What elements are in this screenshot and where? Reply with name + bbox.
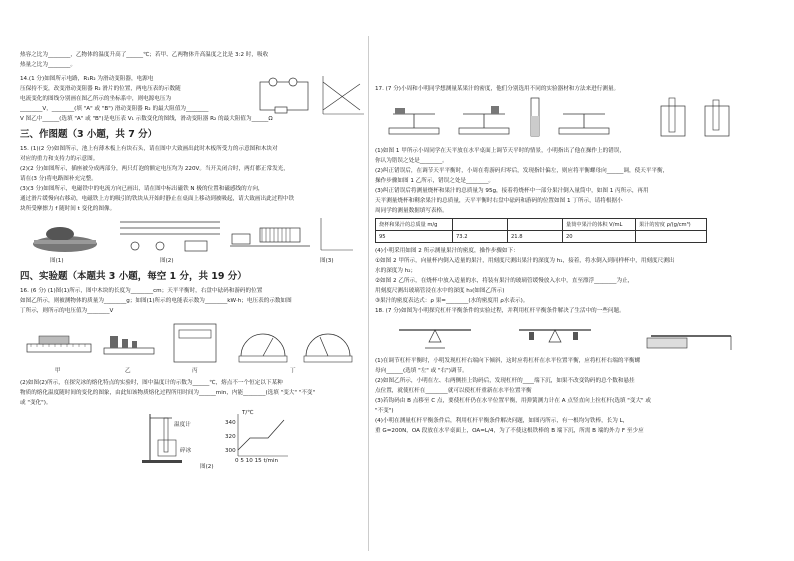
text-line: 14.(1 分)如图所示电路，R₁R₂ 为滑动变阻器，电源电 [20,76,154,82]
q18-lever-figure-a [395,320,475,354]
q17-data-table [375,218,707,243]
q18-lever-figures [375,318,760,354]
column-divider [368,36,369,551]
ice-label: 碎冰 [180,448,192,454]
text-line: 天平测量烧杯和剩余果汁的总质量，天平平衡时右盘中砝码和游码的位置如图 1 丁所示，请将根据小 [375,198,623,204]
q16-energy-meter-figure [170,322,220,366]
text-line: (4)小明采用如图 2 所示测量果汁的密度，操作步骤如下： [375,248,519,254]
question-18-text [375,356,760,436]
q16-balance-weights-figure [100,326,160,366]
text-line: (3)若钩码由 B 点移至 C 点，要使杠杆仍在水平位置平衡，用弹簧测力计在 A 点竖直向上拉杠杆(选填 "变大" 或 [375,398,651,404]
text-line: (1)如图 1 甲所示小周同学在天平放在水平桌面上调节天平时的情景，小明指出了他在操作上的错误， [375,148,625,154]
text-line: 物质的熔化温度随时间的变化的图象，由此知该物质熔化过程所用时间为______min，内能________(选填 "变大" "不变" [20,390,316,396]
text-line: ②如图 2 乙所示，在烧杯中放入适量的水，将装有果汁的玻璃管缓慢放入水中，直至漂浮________为止， [375,278,634,284]
table-header-cell: 果汁的密度 ρ/(g/cm³) [636,219,707,231]
q17-beaker-tube-figure [655,96,745,140]
text-line: (2)如图乙所示，小明在左、右两侧挂上钩码后，发现杠杆的____端下沉，如果不改变钩码的总个数和悬挂 [375,378,635,384]
text-line: 15. (1)(2 分)如图所示，池上有薄木板上有块石头，请在图中大致画出此时木板所受力的示意图和木块对 [20,146,278,152]
text-line: 你认为错误之处是________。 [375,158,448,164]
text-line: 块所受摩擦力 f 随时间 t 变化的图像。 [20,206,116,212]
question-18 [375,306,760,316]
q16-melting-figures [20,410,365,470]
text-line: (3)纠正错误后将测量烧杯和果汁的总质量为 95g，接着将烧杯中一部分果汁倒入量筒中，如图 1 丙所示，再用 [375,188,649,194]
text-line: (3)(3 分)如图所示，电磁铁中的电流方向已画出，请在图中标出磁铁 N 极的位置和磁感线的方向， [20,186,264,192]
text-line: 16. (6 分) (1)图(1)所示，图中木块的长度为________cm；天平平衡时，右盘中砝码和游码的位置 [20,288,263,294]
table-cell: 21.8 [508,231,563,243]
figure-caption: 图(1) [50,258,64,264]
text-line: 丁所示，则所示的电压值为________V [20,308,114,314]
text-line: (4)小明在测量杠杆平衡条件后，利用杠杆平衡条件解决问题，如图丙所示，有一根均匀铁棒，长为 L， [375,418,629,424]
q16-figures [20,318,365,376]
text-line: (2)如图(2)所示，在探究冰的熔化特点的实验时，图中温度计的示数为______℃，熔点不一个恒定以下某种 [20,380,283,386]
q17-balance-figure-b [455,100,515,140]
text-line: V 图乙中______(选填 "A" 或 "B")是电压表 V₁ 示数变化的图线，滑动变阻器 R₂ 的最大阻值为______Ω [20,116,273,122]
text-line: 热容之比为________，乙物体的温度升高了______℃；若甲、乙两物体升高温度之比是 3:2 时，吸收 [20,52,269,58]
text-line: 对应的重力和支持力的示意图。 [20,156,99,162]
q16-voltmeter-figure-b [300,322,355,366]
table-cell: 20 [563,231,636,243]
text-line: ________V，________(填 "A" 或 "B") 滑动变阻器 R₂ 的最大阻值为________ [20,106,209,112]
question-15 [20,144,365,214]
text-line: 点位置，就使杠杆在________就可以使杠杆重新在水平位置平衡 [375,388,532,394]
figure-caption: 甲 [55,368,61,374]
table-header-cell [508,219,563,231]
q17-balance-figure-a [385,100,445,140]
q15-board-stone-figure [30,216,100,256]
q14-circuit-figure [255,76,315,116]
text-line: (2)纠正错误后，在调节天平平衡时，小周在将游码归零后，发现指针偏左，则应将平衡螺母向______调，使天平平衡， [375,168,669,174]
q15-socket-circuit-figure [115,216,225,256]
text-line: 压保持不变，改变滑动变阻器 R₂ 滑片的位置，两电压表的示数随 [20,86,181,92]
q15-figures [20,216,365,266]
text-line: 用刻度尺测出玻璃管浸在水中的深度 h₃(如图乙所示) [375,288,505,294]
q16-voltmeter-figure-a [235,322,290,366]
q14-voltage-current-graph [318,74,366,118]
q18-iron-rod-figure [645,320,735,354]
text-line: 水的深度为 h₂； [375,268,417,274]
figure-caption: 图(2) [160,258,174,264]
table-cell: 95 [376,231,453,243]
thermometer-label: 温度计 [174,422,191,428]
table-row [376,231,707,243]
table-cell: 73.2 [453,231,508,243]
q15-electromagnet-figure [230,216,310,256]
graph-tick: 340 [225,420,236,426]
section-3-title: 三、作图题（3 小题，共 7 分） [20,129,158,140]
question-17-part-4 [375,246,760,306]
text-line: (2)(2 分)如图所示，插座被分成两部分，两只灯泡的额定电压均为 220V。当开关闭合时，两灯都正常发光， [20,166,289,172]
question-16-part-2 [20,378,365,408]
text-line: ①如图 2 甲所示，向量杯内倒入适量的果汁，用刻度尺测出果汁的深度为 h₁，接着，将水倒入到同样杯中，用刻度尺测出 [375,258,675,264]
text-line: "不变") [375,408,394,414]
text-line: 17. (7 分)小周和小明同学想测量某果汁的密度，他们分别选用不同的实验器材和方法来进行测量。 [375,86,620,92]
q16-ruler-figure [25,326,95,366]
figure-caption: 丁 [290,368,296,374]
figure-caption: 图(3) [320,258,334,264]
graph-axis-x-ticks: 0 5 10 15 t/min [235,458,279,464]
figure-caption: 乙 [125,368,131,374]
q16-thermometer-apparatus-figure [140,410,200,466]
text-line: 重 G=200N，OA 段放在水平桌面上，OA=L/4，为了不使这根铁棒的 B 端下沉，所需 B 端的外力 F 至少应 [375,428,644,434]
text-line: 通过滑片缓慢向右移动，电磁铁上方的吸引的铁块从开始时静止在桌面上移动到被吸起，请大致画出此过程中铁 [20,196,295,202]
q18-lever-figure-b [515,320,595,354]
figure-caption: 丙 [192,368,198,374]
graph-tick: 300 [225,448,236,454]
intro-block [20,50,365,70]
table-header-cell: 烧杯和果汁的总质量 m/g [376,219,453,231]
table-header-cell [453,219,508,231]
text-line: 或 "变化")。 [20,400,52,406]
question-16 [20,286,365,316]
table-header-cell: 量筒中果汁的体积 V/mL [563,219,636,231]
text-line: 电流变化的图线分别画在图乙所示的坐标系中，则电源电压为 [20,96,172,102]
text-line: 请在(3 分)将电路图补充完整。 [20,176,97,182]
text-line: 周同学的测量数据填写表格。 [375,208,448,214]
text-line: 母向______(选填 "左" 或 "右")调节。 [375,368,468,374]
text-line: 操作步骤如图 1 乙所示，错误之处是________。 [375,178,494,184]
q17-figures [375,96,760,144]
figure-caption: 图(2) [200,464,214,470]
graph-tick: 320 [225,434,236,440]
section-4-title: 四、实验题（本题共 3 小题，每空 1 分，共 19 分） [20,271,247,282]
text-line: 18. (7 分)如图为小明探究杠杆平衡条件的实验过程，并利用杠杆平衡条件解决了生活中的一些问题。 [375,308,625,314]
question-14 [20,74,365,124]
question-17-text [375,146,760,216]
text-line: ③果汁的密度表达式：ρ 果=________(水的密度用 ρ水表示)。 [375,298,529,304]
left-column [20,50,365,472]
question-17 [375,84,760,94]
table-row [376,219,707,231]
text-line: (1)在调节杠杆平衡时，小明发现杠杆右端向下倾斜，这时应将杠杆在水平位置平衡，应将杠杆右端的平衡螺 [375,358,641,364]
right-column [375,84,760,436]
q15-friction-time-axes [315,216,355,256]
text-line: 如图乙所示，则被测物体的质量为________g；如图(1)所示的电能表示数为________kW·h；电压表的示数如图 [20,298,292,304]
q17-balance-figure-c [555,100,615,140]
table-cell [636,231,707,243]
text-line: 热量之比为________。 [20,62,76,68]
graph-axis-y-title: T/℃ [242,410,254,416]
q17-graduated-cylinder-figure [525,96,545,140]
